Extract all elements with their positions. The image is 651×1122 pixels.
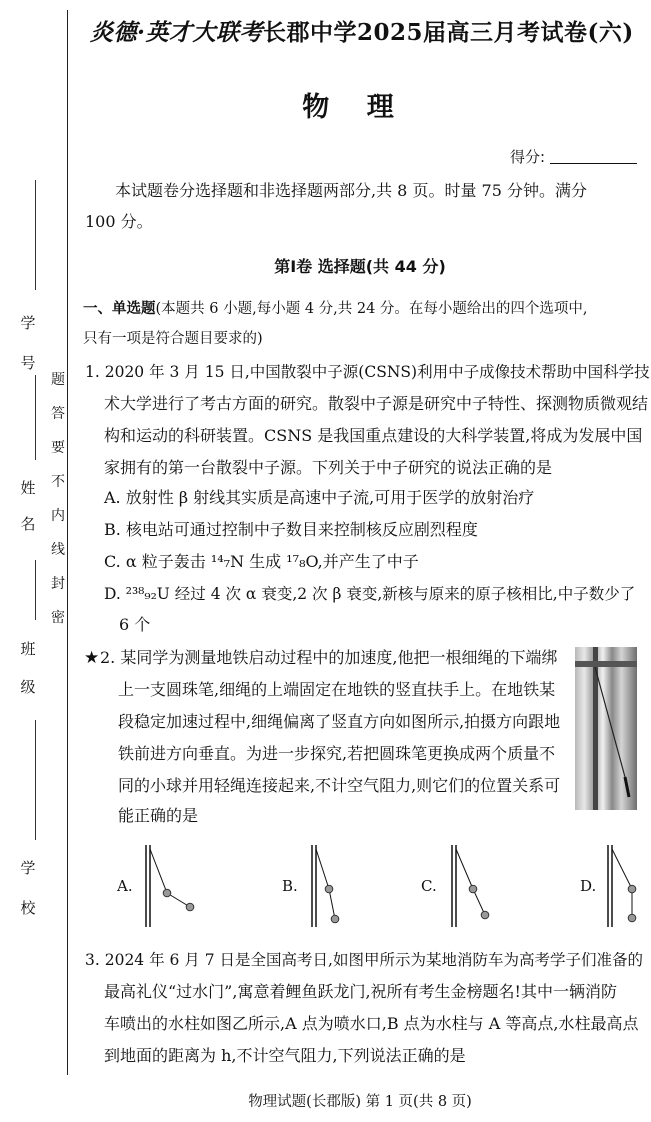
q2-option-b-label: B. <box>282 877 298 895</box>
class-label: 班 级 <box>20 640 36 696</box>
q2-option-a-figure <box>140 843 200 928</box>
subway-photo <box>575 647 637 810</box>
brand-name: 炎德·英才大联考 <box>90 19 264 46</box>
part-label: 一、单选题 <box>83 301 156 317</box>
seal-notice: 题 答 要 不 内 线 封 密 <box>51 372 65 626</box>
q3-line-3: 车喷出的水柱如图乙所示,A 点为喷水口,B 点为水柱与 A 等高点,水柱最高点 <box>104 1014 639 1033</box>
name-label: 姓 名 <box>20 479 36 533</box>
q3-line-2: 最高礼仪“过水门”,寓意着鲤鱼跃龙门,祝所有考生金榜题名!其中一辆消防 <box>104 982 617 1001</box>
name-field[interactable] <box>35 375 36 460</box>
q3-line-4: 到地面的距离为 h,不计空气阻力,下列说法正确的是 <box>104 1046 466 1065</box>
q2-option-c-label: C. <box>421 877 437 895</box>
q2-line-6: 能正确的是 <box>118 806 199 825</box>
school-label: 学 校 <box>20 859 36 917</box>
q1-line-1: 1. 2020 年 3 月 15 日,中国散裂中子源(CSNS)利用中子成像技术帮助中国科学技 <box>85 363 650 381</box>
part-desc-2: 只有一项是符合题目要求的) <box>83 331 263 347</box>
q1-option-a: A. 放射性 β 射线其实质是高速中子流,可用于医学的放射治疗 <box>104 488 535 507</box>
q1-line-2: 术大学进行了考古方面的研究。散裂中子源是研究中子特性、探测物质微观结 <box>104 394 649 413</box>
intro-line-1: 本试题卷分选择题和非选择题两部分,共 8 页。时量 75 分钟。满分 <box>115 181 587 200</box>
q1-line-3: 构和运动的科研装置。CSNS 是我国重点建设的大科学装置,将成为发展中国 <box>104 426 643 445</box>
page-title <box>90 14 650 47</box>
q2-line-1: 2. 某同学为测量地铁启动过程中的加速度,他把一根细绳的下端绑 <box>100 648 558 667</box>
part-desc-1: (本题共 6 小题,每小题 4 分,共 24 分。在每小题给出的四个选项中, <box>155 301 588 317</box>
q2-option-d-figure <box>602 843 648 928</box>
q1-option-b: B. 核电站可通过控制中子数目来控制核反应剧烈程度 <box>104 520 478 539</box>
q2-option-a-label: A. <box>117 877 133 895</box>
q1-option-d-cont: 6 个 <box>119 615 151 634</box>
q2-line-4: 铁前进方向垂直。为进一步探究,若把圆珠笔更换成两个质量不 <box>118 744 556 763</box>
binding-line <box>67 10 68 1075</box>
intro-line-2: 100 分。 <box>85 212 153 231</box>
score-field[interactable] <box>550 163 637 164</box>
page-footer: 物理试题(长郡版) 第 1 页(共 8 页) <box>248 1094 472 1110</box>
part-header <box>83 294 643 354</box>
subject-title: 物 理 <box>302 92 408 123</box>
q2-option-d-label: D. <box>580 877 597 895</box>
star-icon: ★ <box>84 648 100 668</box>
student-id-field[interactable] <box>35 180 36 290</box>
q1-option-d: D. ²³⁸₉₂U 经过 4 次 α 衰变,2 次 β 衰变,新核与原来的原子核相比,中子数少了 <box>104 585 636 603</box>
exam-title: 长郡中学2025届高三月考试卷(六) <box>263 19 634 46</box>
score-label: 得分: <box>510 148 546 166</box>
q1-line-4: 家拥有的第一台散裂中子源。下列关于中子研究的说法正确的是 <box>104 458 553 477</box>
class-field[interactable] <box>35 560 36 620</box>
school-field[interactable] <box>35 720 36 840</box>
q1-option-c: C. α 粒子轰击 ¹⁴₇N 生成 ¹⁷₈O,并产生了中子 <box>104 552 419 571</box>
student-id-text: 学号 <box>20 314 36 372</box>
section-title: 第Ⅰ卷 选择题(共 44 分) <box>274 257 446 276</box>
q2-option-c-figure <box>446 843 496 928</box>
q3-line-1: 3. 2024 年 6 月 7 日是全国高考日,如图甲所示为某地消防车为高考学子们准备的 <box>85 951 643 969</box>
q2-line-5: 同的小球并用轻绳连接起来,不计空气阻力,则它们的位置关系可 <box>118 776 561 795</box>
q2-line-2: 上一支圆珠笔,细绳的上端固定在地铁的竖直扶手上。在地铁某 <box>118 680 556 699</box>
q2-line-3: 段稳定加速过程中,细绳偏离了竖直方向如图所示,拍摄方向跟地 <box>118 712 561 731</box>
q2-option-b-figure <box>306 843 356 928</box>
